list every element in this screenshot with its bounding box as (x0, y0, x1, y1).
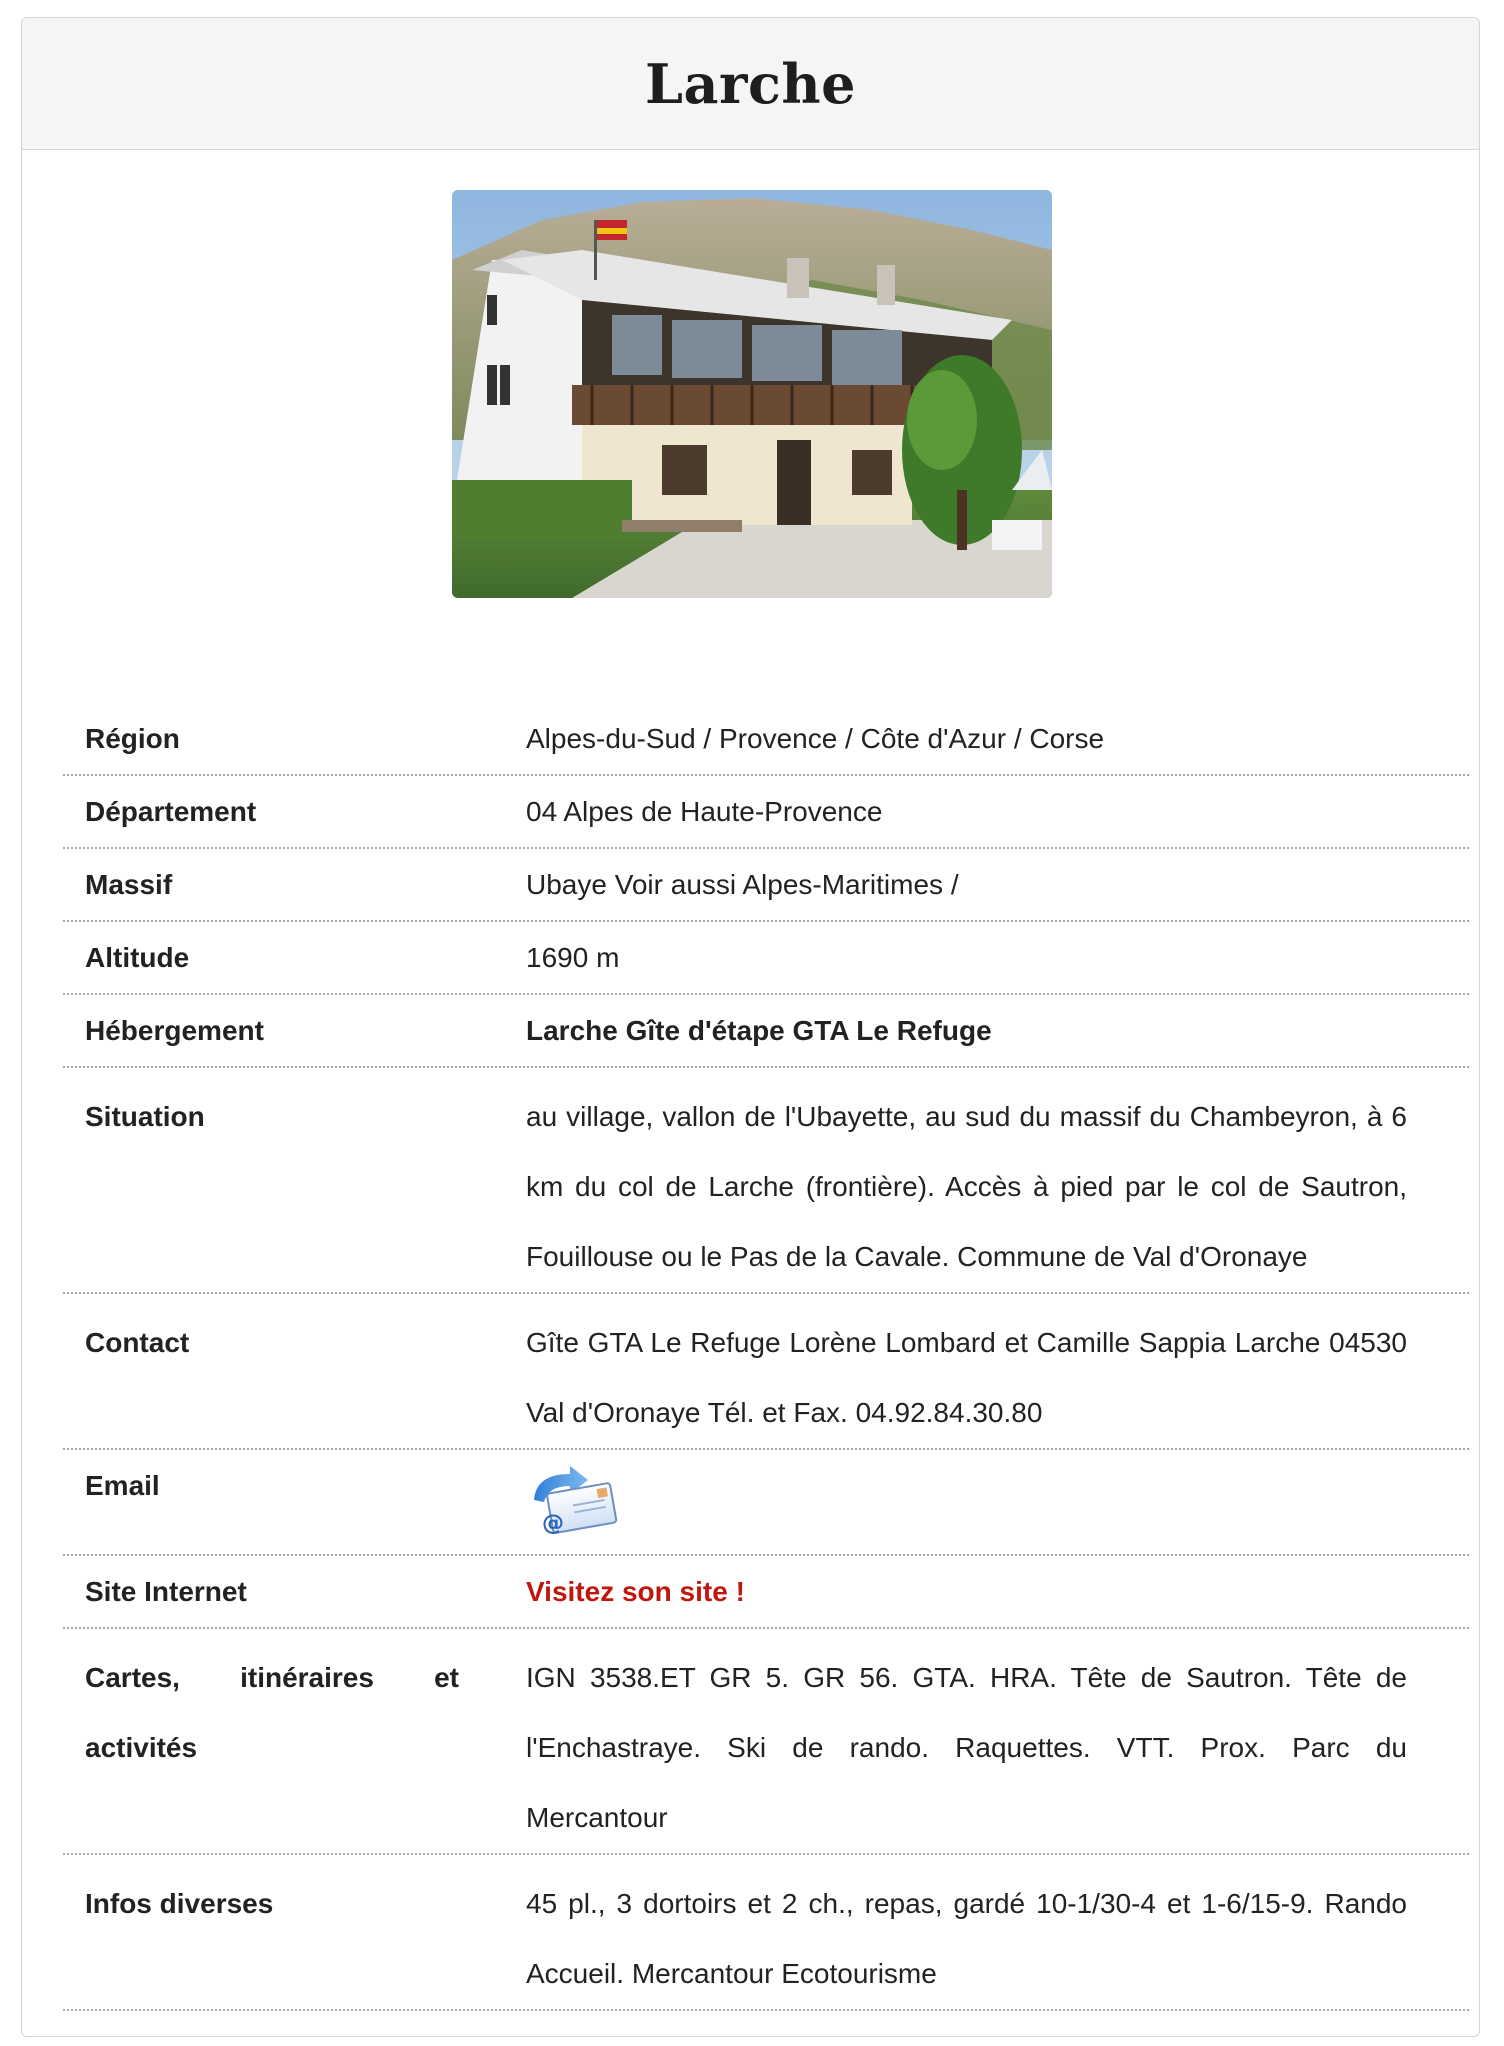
table-row (63, 1855, 1469, 2011)
page-title: Larche (645, 51, 856, 116)
row-value (481, 1450, 1407, 1554)
info-table (63, 703, 1469, 2011)
row-label: Altitude (85, 942, 190, 973)
row-value: au village, vallon de l'Ubayette, au sud du massif du Chambeyron, à 6 km du col de Larche (frontière). Accès à pied par le col de Sautron, Fouillouse ou le Pas de la Cavale. Commune de Val d'Oronaye (526, 1101, 1407, 1272)
row-value: IGN 3538.ET GR 5. GR 56. GTA. HRA. Tête de Sautron. Tête de l'Enchastraye. Ski de rando. Raquettes. VTT. Prox. Parc du Mercantour (526, 1662, 1407, 1833)
row-label: Cartes, itinéraires et activités (85, 1662, 459, 1763)
row-value: Alpes-du-Sud / Provence / Côte d'Azur / Corse (526, 723, 1105, 754)
row-label: Département (85, 796, 257, 827)
table-row (63, 1629, 1469, 1855)
card-header (22, 18, 1479, 150)
visit-site-link[interactable]: Visitez son site ! (526, 1576, 745, 1607)
email-icon[interactable] (526, 1464, 622, 1540)
refuge-card (21, 17, 1480, 2037)
row-label: Massif (85, 869, 173, 900)
row-label: Situation (85, 1101, 205, 1132)
table-row (63, 995, 1469, 1068)
row-value: Ubaye Voir aussi Alpes-Maritimes / (526, 869, 959, 900)
table-row (63, 1556, 1469, 1629)
svg-text:@: @ (542, 1511, 564, 1536)
row-label: Infos diverses (85, 1888, 274, 1919)
row-value (481, 1556, 1407, 1627)
table-row (63, 1294, 1469, 1450)
row-value: 45 pl., 3 dortoirs et 2 ch., repas, gardé 10-1/30-4 et 1-6/15-9. Rando Accueil. Mercantour Ecotourisme (526, 1888, 1407, 1989)
table-row (63, 1068, 1469, 1294)
row-label: Site Internet (85, 1576, 247, 1607)
row-label: Région (85, 723, 180, 754)
table-row (63, 776, 1469, 849)
row-value: 04 Alpes de Haute-Provence (526, 796, 883, 827)
photo-icon (452, 190, 1052, 598)
table-row (63, 1450, 1469, 1556)
row-label: Email (85, 1470, 160, 1501)
table-row (63, 703, 1469, 776)
row-value: 1690 m (526, 942, 620, 973)
table-row (63, 849, 1469, 922)
row-label: Contact (85, 1327, 190, 1358)
row-label: Hébergement (85, 1015, 264, 1046)
row-value: Larche Gîte d'étape GTA Le Refuge (526, 1015, 992, 1046)
row-value: Gîte GTA Le Refuge Lorène Lombard et Camille Sappia Larche 04530 Val d'Oronaye Tél. et Fax. 04.92.84.30.80 (526, 1327, 1407, 1428)
refuge-photo (452, 190, 1052, 598)
table-row (63, 922, 1469, 995)
